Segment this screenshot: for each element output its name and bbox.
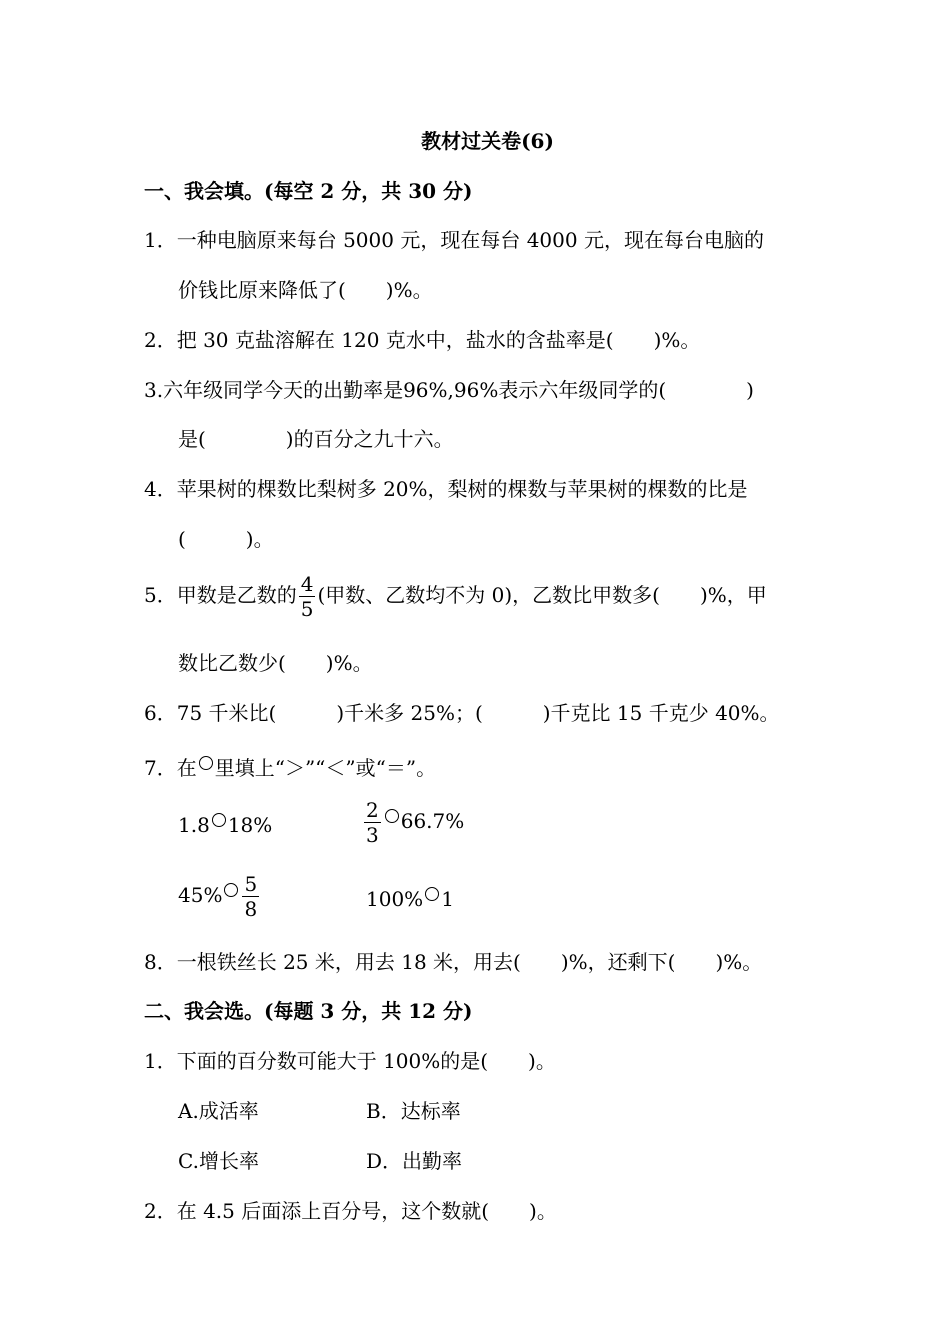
q7c-frac-den: 8 — [244, 897, 258, 921]
q5-pre: 5．甲数是乙数的 — [144, 583, 297, 607]
s2-q1-text: 1．下面的百分数可能大于 100%的是( )。 — [144, 1049, 556, 1073]
q5-frac-den: 5 — [300, 597, 314, 621]
section2-heading: 二、我会选。(每题 3 分，共 12 分) — [144, 999, 473, 1023]
section1-heading: 一、我会填。(每空 2 分，共 30 分) — [144, 179, 473, 203]
q7b-item — [362, 798, 464, 847]
q7c-item — [178, 872, 261, 921]
q5-fraction — [299, 572, 316, 621]
q3-line2: 是( )的百分之九十六。 — [178, 427, 454, 451]
q7b-frac-num: 2 — [366, 798, 379, 822]
q7-post: 里填上“＞”“＜”或“＝”。 — [214, 756, 437, 780]
circle-icon — [199, 756, 213, 770]
q5-frac-num: 4 — [300, 572, 314, 596]
option-c: C.增长率 — [178, 1149, 259, 1173]
q7d-left: 100% — [366, 887, 424, 911]
s2-q2-text: 2．在 4.5 后面添上百分号，这个数就( )。 — [144, 1199, 557, 1223]
page-title: 教材过关卷(6) — [421, 129, 554, 153]
q7a-item — [178, 812, 272, 838]
option-a: A.成活率 — [178, 1099, 259, 1123]
q5-line2: 数比乙数少( )%。 — [178, 651, 373, 675]
q3-line1: 3.六年级同学今天的出勤率是96%,96%表示六年级同学的( ) — [144, 378, 754, 402]
circle-icon — [224, 883, 238, 897]
q7-line — [144, 755, 436, 781]
q5-post: (甲数、乙数均不为 0)，乙数比甲数多( )%，甲 — [317, 583, 767, 607]
circle-icon — [425, 887, 439, 901]
q7c-fraction — [242, 872, 259, 921]
q7b-right: 66.7% — [400, 809, 465, 833]
option-b: B．达标率 — [366, 1099, 461, 1123]
circle-icon — [385, 809, 399, 823]
q7d-right: 1 — [441, 887, 454, 911]
q5-line1 — [144, 572, 767, 621]
q7d-item — [366, 886, 454, 912]
q2-text: 2．把 30 克盐溶解在 120 克水中，盐水的含盐率是( )%。 — [144, 328, 701, 352]
q6-text: 6．75 千米比( )千米多 25%；( )千克比 15 千克少 40%。 — [144, 701, 780, 725]
option-d: D．出勤率 — [366, 1149, 463, 1173]
q7-pre: 7．在 — [144, 756, 197, 780]
q7c-frac-num: 5 — [244, 872, 258, 896]
q4-line2: ( )。 — [178, 527, 274, 551]
q8-text: 8．一根铁丝长 25 米，用去 18 米，用去( )%，还剩下( )%。 — [144, 950, 763, 974]
q7b-frac-den: 3 — [366, 823, 379, 847]
q4-line1: 4．苹果树的棵数比梨树多 20%，梨树的棵数与苹果树的棵数的比是 — [144, 477, 748, 501]
q7b-fraction — [364, 798, 381, 847]
q1-line2: 价钱比原来降低了( )%。 — [178, 278, 433, 302]
q7c-left: 45% — [178, 883, 223, 907]
circle-icon — [212, 813, 226, 827]
q7a-right: 18% — [227, 813, 273, 837]
q1-line1: 1．一种电脑原来每台 5000 元，现在每台 4000 元，现在每台电脑的 — [144, 228, 764, 252]
q7a-left: 1.8 — [178, 813, 210, 837]
